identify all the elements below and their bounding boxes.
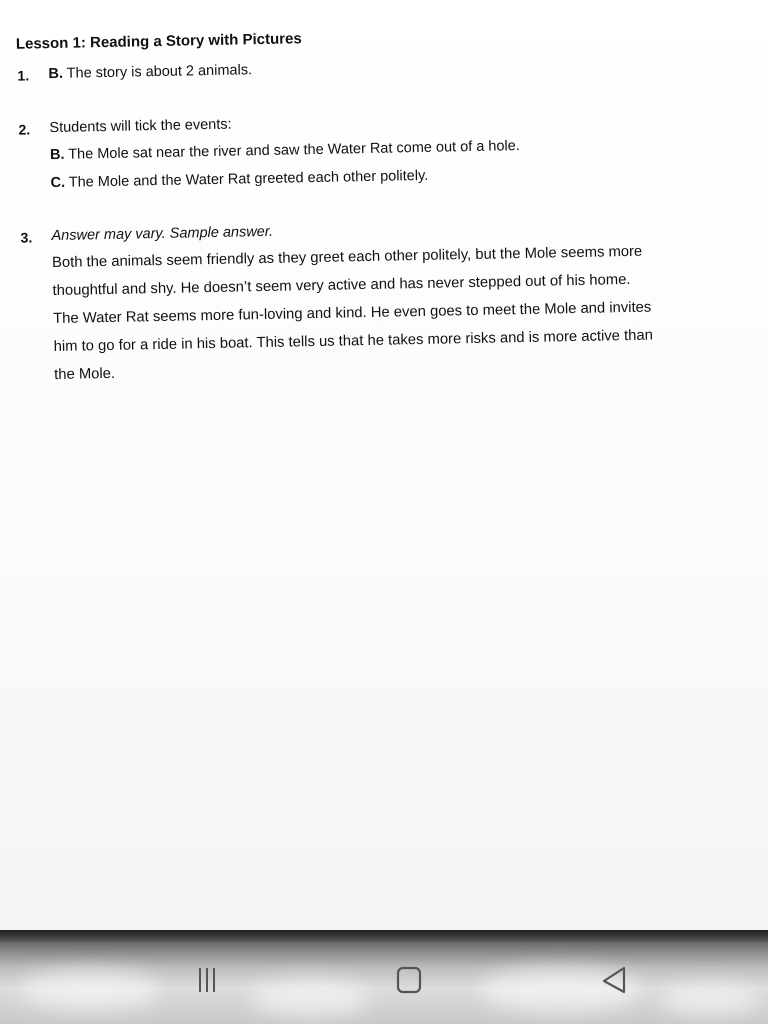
- event-option-letter: C.: [50, 174, 66, 192]
- question-2-event-b: [50, 138, 520, 163]
- answer-option-letter: B.: [48, 65, 64, 83]
- event-option-letter: B.: [49, 146, 65, 164]
- back-button[interactable]: [594, 960, 634, 1000]
- question-3-intro: Answer may vary. Sample answer.: [51, 223, 274, 245]
- answer-line: the Mole.: [54, 365, 116, 384]
- answer-line: The Water Rat seems more fun-loving and kind. He even goes to meet the Mole and invites: [52, 299, 652, 328]
- answer-line: thoughtful and shy. He doesn’t seem very active and has never stepped out of his home.: [52, 271, 631, 300]
- menu-lines-icon: [194, 965, 220, 995]
- back-triangle-icon: [599, 965, 629, 995]
- recent-apps-button[interactable]: [187, 960, 227, 1000]
- answer-line: him to go for a ride in his boat. This tells us that he takes more risks and is more active than: [53, 327, 653, 356]
- home-square-icon: [394, 965, 424, 995]
- event-text: The Mole sat near the river and saw the Water Rat come out of a hole.: [64, 138, 520, 163]
- navigation-bar: [0, 930, 768, 1024]
- question-1-answer: [48, 62, 252, 82]
- question-2-instruction: Students will tick the events:: [49, 116, 232, 137]
- answer-line: Both the animals seem friendly as they greet each other politely, but the Mole seems more: [51, 243, 643, 272]
- home-button[interactable]: [389, 960, 429, 1000]
- question-1-number: 1.: [17, 67, 30, 84]
- event-text: The Mole and the Water Rat greeted each other politely.: [64, 167, 429, 191]
- question-3-number: 3.: [20, 229, 33, 246]
- lesson-title: Lesson 1: Reading a Story with Pictures: [15, 30, 302, 53]
- question-2-number: 2.: [18, 121, 31, 138]
- question-2-event-c: [50, 168, 428, 191]
- answer-text: The story is about 2 animals.: [62, 62, 253, 82]
